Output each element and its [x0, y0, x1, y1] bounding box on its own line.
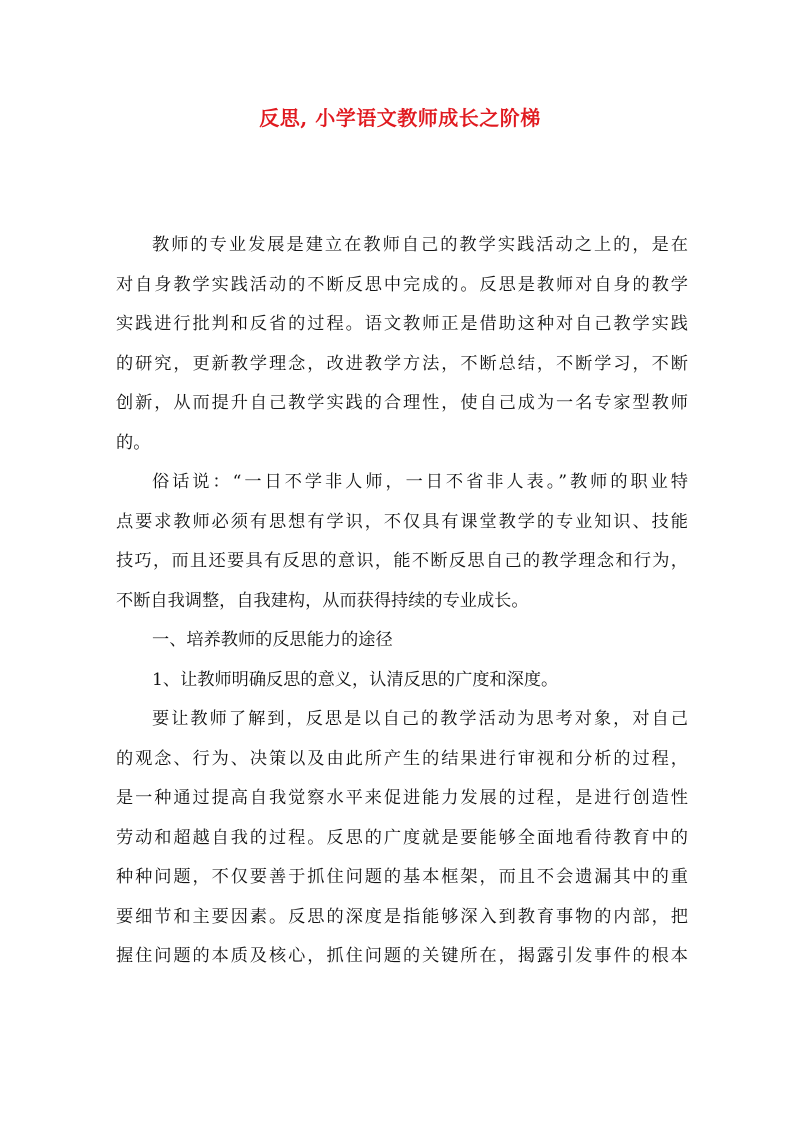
text-line: 握住问题的本质及核心，抓住问题的关键所在，揭露引发事件的根本: [116, 946, 688, 966]
text-line: 创新，从而提升自己教学实践的合理性，使自己成为一名专家型教师: [116, 393, 688, 413]
text-line: 技巧，而且还要具有反思的意识，能不断反思自己的教学理念和行为，: [116, 551, 688, 571]
text-line: 的观念、行为、决策以及由此所产生的结果进行审视和分析的过程，: [116, 748, 688, 769]
text-line: 要细节和主要因素。反思的深度是指能够深入到教育事物的内部，把: [116, 906, 688, 927]
section-heading: 一、培养教师的反思能力的途径: [152, 630, 393, 650]
document-body: [116, 226, 688, 977]
text-line: 实践进行批判和反省的过程。语文教师正是借助这种对自己教学实践: [116, 314, 688, 334]
text-line: 要让教师了解到，反思是以自己的教学活动为思考对象，对自己: [152, 709, 688, 729]
text-line: 不断自我调整，自我建构，从而获得持续的专业成长。: [116, 590, 529, 611]
text-line: 俗话说：“一日不学非人师，一日不省非人表。”教师的职业特: [152, 472, 688, 492]
text-line: 点要求教师必须有思想有学识，不仅具有课堂教学的专业知识、技能: [116, 511, 688, 532]
text-line: 劳动和超越自我的过程。反思的广度就是要能够全面地看待教育中的: [116, 827, 688, 848]
text-line: 是一种通过提高自我觉察水平来促进能力发展的过程，是进行创造性: [116, 788, 688, 808]
text-line: 对自身教学实践活动的不断反思中完成的。反思是教师对自身的教学: [116, 274, 688, 295]
subsection-heading: 1、让教师明确反思的意义，认清反思的广度和深度。: [152, 669, 559, 690]
text-line: 的。: [116, 432, 151, 453]
text-line: 种种问题，不仅要善于抓住问题的基本框架，而且不会遗漏其中的重: [116, 867, 688, 887]
document-title: 反思, 小学语文教师成长之阶梯: [259, 106, 541, 130]
text-line: 的研究，更新教学理念，改进教学方法，不断总结，不断学习，不断: [116, 353, 688, 374]
text-line: 教师的专业发展是建立在教师自己的教学实践活动之上的，是在: [152, 235, 688, 255]
